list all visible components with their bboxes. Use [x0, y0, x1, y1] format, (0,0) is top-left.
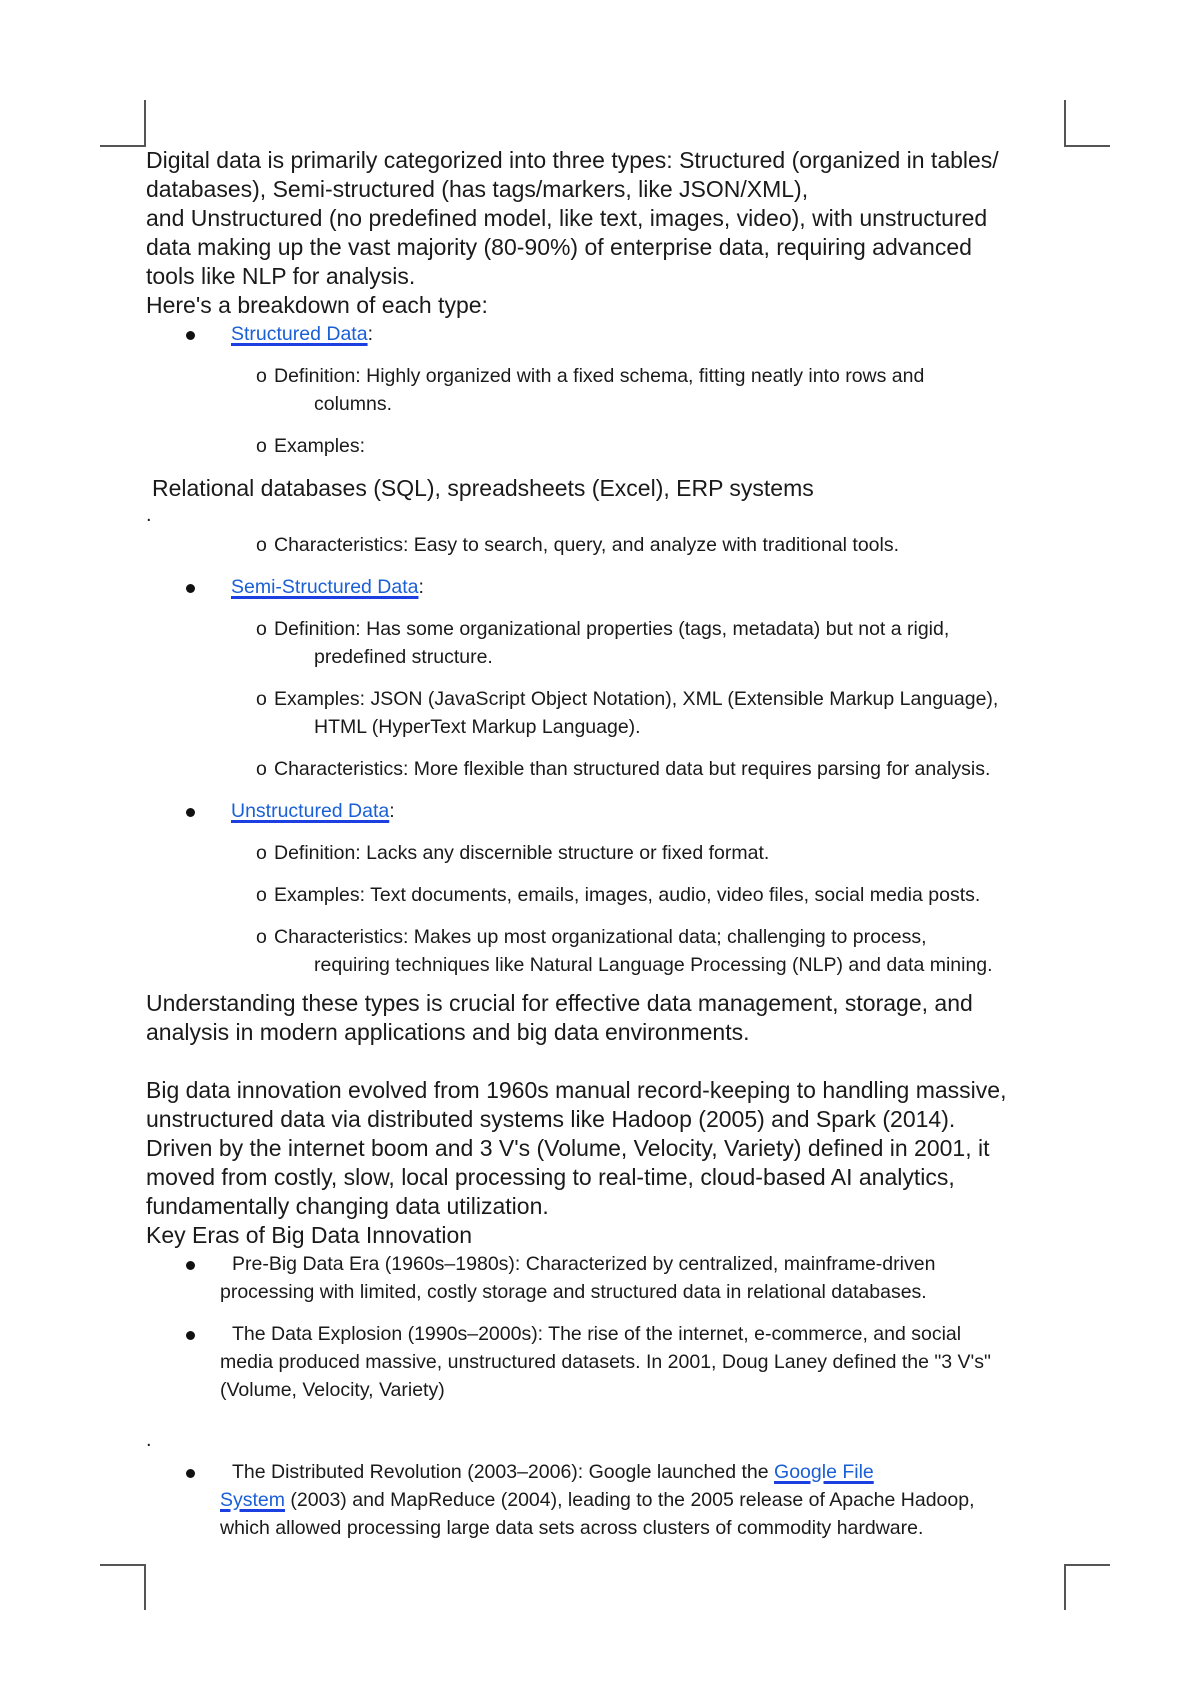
bigdata-line: fundamentally changing data utilization. [146, 1193, 549, 1219]
bullet-icon [186, 331, 195, 340]
bigdata-line: unstructured data via distributed systems like Hadoop (2005) and Spark (2014). [146, 1106, 956, 1132]
semi-characteristics-text: Characteristics: More flexible than structured data but requires parsing for analysis. [274, 758, 991, 780]
unstructured-definition-text: Definition: Lacks any discernible structure or fixed format. [274, 842, 770, 864]
intro-line: Digital data is primarily categorized into three types: Structured (organized in tables/ [146, 147, 999, 173]
intro-paragraph [146, 146, 1066, 320]
stray-period: . [146, 504, 152, 526]
bullet-icon [186, 584, 195, 593]
crop-mark-bottom-right-h [1064, 1564, 1110, 1566]
bigdata-line: Driven by the internet boom and 3 V's (Volume, Velocity, Variety) defined in 2001, it [146, 1135, 990, 1161]
semi-structured-data-link[interactable]: Semi-Structured Data [231, 576, 419, 598]
bigdata-line: Big data innovation evolved from 1960s manual record-keeping to handling massive, [146, 1077, 1007, 1103]
unstructured-examples [146, 881, 1066, 909]
semi-definition [146, 615, 1066, 671]
colon: : [389, 800, 395, 822]
bullet-unstructured-data [146, 797, 1066, 825]
document-body [146, 146, 1066, 1542]
era-distributed-text-b: (2003) and MapReduce (2004), leading to the 2005 release of Apache Hadoop, [285, 1489, 975, 1511]
stray-period: . [146, 1429, 152, 1451]
era-data-explosion-text-b: media produced massive, unstructured datasets. In 2001, Doug Laney defined the "3 V's" [220, 1351, 991, 1373]
sub-bullet-marker: o [256, 758, 267, 780]
intro-line: data making up the vast majority (80-90%) of enterprise data, requiring advanced [146, 234, 972, 260]
era-pre-big-data-text-b: processing with limited, costly storage and structured data in relational databases. [220, 1281, 927, 1303]
colon: : [418, 576, 424, 598]
era-distributed-revolution [146, 1458, 1066, 1542]
understanding-line: Understanding these types is crucial for effective data management, storage, and [146, 990, 973, 1016]
unstructured-characteristics-text-b: requiring techniques like Natural Language Processing (NLP) and data mining. [314, 954, 993, 976]
intro-line: tools like NLP for analysis. [146, 263, 416, 289]
era-pre-big-data [146, 1250, 1066, 1306]
intro-line: databases), Semi-structured (has tags/markers, like JSON/XML), [146, 176, 809, 202]
bullet-icon [186, 808, 195, 817]
sub-bullet-marker: o [256, 618, 267, 640]
google-file-system-link-cont[interactable]: System [220, 1489, 286, 1511]
sub-bullet-marker: o [256, 884, 267, 906]
semi-characteristics [146, 755, 1066, 783]
crop-mark-top-right-v [1064, 100, 1066, 146]
bullet-icon [186, 1469, 195, 1478]
structured-examples [146, 432, 1066, 460]
sub-bullet-marker: o [256, 365, 267, 387]
sub-bullet-marker: o [256, 534, 267, 556]
era-distributed-text-a: The Distributed Revolution (2003–2006): Google launched the [232, 1461, 775, 1483]
understanding-line: analysis in modern applications and big data environments. [146, 1019, 750, 1045]
semi-definition-text-a: Definition: Has some organizational properties (tags, metadata) but not a rigid, [274, 618, 950, 640]
crop-mark-top-left-h [100, 145, 146, 147]
structured-data-link[interactable]: Structured Data [231, 323, 368, 345]
bullet-structured-data [146, 320, 1066, 348]
semi-definition-text-b: predefined structure. [314, 646, 493, 668]
bigdata-paragraph [146, 1076, 1066, 1250]
structured-characteristics [146, 531, 1066, 559]
structured-examples-text: Relational databases (SQL), spreadsheets (Excel), ERP systems [152, 475, 814, 501]
structured-characteristics-text: Characteristics: Easy to search, query, and analyze with traditional tools. [274, 534, 900, 556]
crop-mark-bottom-left-v [144, 1564, 146, 1610]
crop-mark-top-right-h [1064, 145, 1110, 147]
unstructured-characteristics [146, 923, 1066, 979]
bullet-icon [186, 1261, 195, 1270]
semi-examples-text-b: HTML (HyperText Markup Language). [314, 716, 641, 738]
unstructured-definition [146, 839, 1066, 867]
era-data-explosion [146, 1320, 1066, 1404]
era-data-explosion-text-c: (Volume, Velocity, Variety) [220, 1379, 445, 1401]
bigdata-line: moved from costly, slow, local processing to real-time, cloud-based AI analytics, [146, 1164, 955, 1190]
crop-mark-bottom-left-h [100, 1564, 146, 1566]
unstructured-examples-text: Examples: Text documents, emails, images, audio, video files, social media posts. [274, 884, 981, 906]
semi-examples-text-a: Examples: JSON (JavaScript Object Notation), XML (Extensible Markup Language), [274, 688, 999, 710]
bullet-icon [186, 1331, 195, 1340]
era-data-explosion-text-a: The Data Explosion (1990s–2000s): The rise of the internet, e-commerce, and social [232, 1323, 962, 1345]
eras-heading: Key Eras of Big Data Innovation [146, 1222, 473, 1248]
era-distributed-text-c: which allowed processing large data sets across clusters of commodity hardware. [220, 1517, 924, 1539]
structured-definition-text-a: Definition: Highly organized with a fixed schema, fitting neatly into rows and [274, 365, 925, 387]
unstructured-data-link[interactable]: Unstructured Data [231, 800, 390, 822]
sub-bullet-marker: o [256, 842, 267, 864]
sub-bullet-marker: o [256, 688, 267, 710]
bullet-semi-structured-data [146, 573, 1066, 601]
era-pre-big-data-text-a: Pre-Big Data Era (1960s–1980s): Characterized by centralized, mainframe-driven [232, 1253, 936, 1275]
breakdown-heading: Here's a breakdown of each type: [146, 292, 488, 318]
structured-definition-text-b: columns. [314, 393, 393, 415]
google-file-system-link[interactable]: Google File [774, 1461, 874, 1483]
unstructured-characteristics-text-a: Characteristics: Makes up most organizational data; challenging to process, [274, 926, 927, 948]
sub-bullet-marker: o [256, 926, 267, 948]
intro-line: and Unstructured (no predefined model, like text, images, video), with unstructured [146, 205, 988, 231]
crop-mark-bottom-right-v [1064, 1564, 1066, 1610]
semi-examples [146, 685, 1066, 741]
structured-definition [146, 362, 1066, 418]
colon: : [367, 323, 373, 345]
crop-mark-top-left-v [144, 100, 146, 146]
structured-examples-label: Examples: [274, 435, 366, 457]
sub-bullet-marker: o [256, 435, 267, 457]
understanding-paragraph [146, 989, 1066, 1047]
